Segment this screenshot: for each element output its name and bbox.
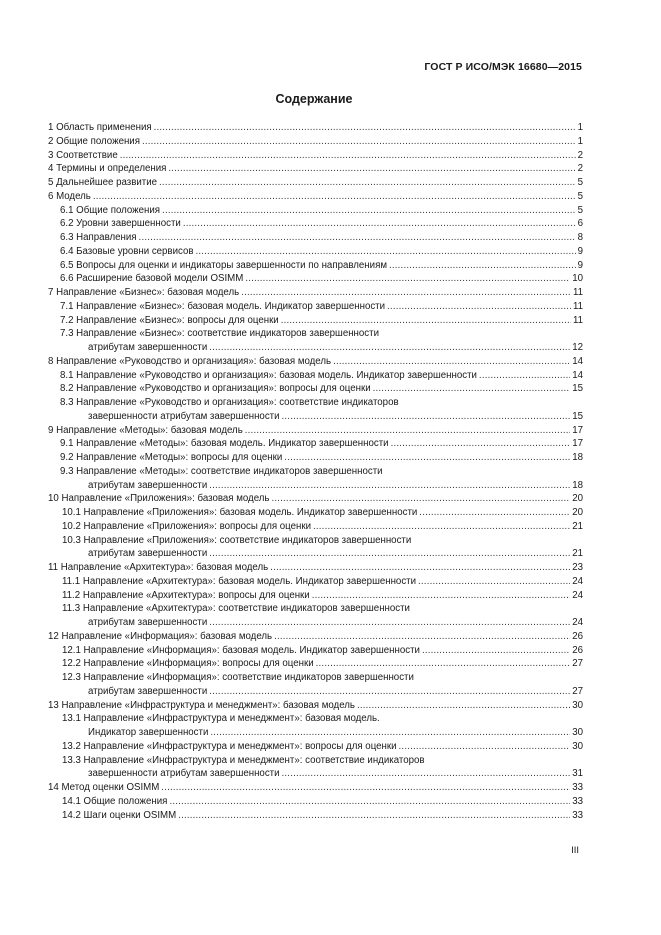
toc-entry[interactable] — [48, 809, 583, 823]
toc-entry-title: 10.2 Направление «Приложения»: вопросы для оценки — [62, 520, 311, 532]
dot-leader — [333, 355, 570, 369]
toc-entry-title: завершенности атрибутам завершенности — [88, 768, 280, 780]
toc-entry-title: Индикатор завершенности — [88, 727, 209, 738]
toc-entry-title: 4 Термины и определения — [48, 163, 167, 175]
table-of-contents — [48, 121, 583, 822]
standard-code: ГОСТ Р ИСО/МЭК 16680—2015 — [424, 61, 582, 73]
toc-page-number: 5 — [577, 177, 583, 188]
toc-entry-title: атрибутам завершенности — [88, 342, 208, 353]
dot-leader — [169, 795, 570, 809]
toc-entry-title: 9.2 Направление «Методы»: вопросы для оценки — [60, 452, 283, 463]
dot-leader — [245, 272, 570, 286]
toc-entry-title: 6 Модель — [48, 190, 91, 202]
dot-leader — [93, 190, 576, 204]
toc-page-number: 30 — [572, 727, 583, 738]
toc-entry[interactable] — [48, 204, 583, 218]
toc-entry[interactable] — [48, 272, 583, 286]
toc-entry[interactable] — [48, 162, 583, 176]
toc-page-number: 2 — [577, 149, 583, 161]
toc-entry[interactable] — [48, 492, 583, 506]
toc-page-number: 20 — [572, 493, 583, 505]
toc-entry-title: 10 Направление «Приложения»: базовая модель — [48, 493, 270, 505]
toc-entry[interactable] — [48, 355, 583, 369]
toc-entry-title: 6.1 Общие положения — [60, 204, 161, 216]
toc-entry[interactable] — [48, 314, 583, 328]
toc-entry-title: 1 Область применения — [48, 122, 152, 133]
toc-entry-title: 12.1 Направление «Информация»: базовая модель. Индикатор завершенности — [62, 644, 420, 656]
dot-leader — [399, 740, 571, 754]
dot-leader — [168, 162, 575, 176]
toc-entry-title: 12.2 Направление «Информация»: вопросы для оценки — [62, 658, 314, 670]
toc-entry-title: 8.3 Направление «Руководство и организация»: соответствие индикаторов — [60, 397, 399, 408]
toc-page-number: 1 — [577, 135, 583, 147]
toc-entry[interactable] — [48, 616, 583, 630]
toc-page-number: 33 — [572, 809, 583, 821]
toc-page-number: 14 — [572, 355, 583, 367]
toc-entry[interactable] — [48, 561, 583, 575]
toc-page-number: 26 — [572, 630, 583, 642]
toc-entry-title: 13 Направление «Инфраструктура и менеджмент»: базовая модель — [48, 699, 355, 711]
toc-entry[interactable] — [48, 341, 583, 355]
toc-entry[interactable] — [48, 726, 583, 740]
dot-leader — [418, 575, 570, 589]
toc-entry[interactable] — [48, 217, 583, 231]
dot-leader — [284, 451, 570, 465]
dot-leader — [161, 781, 570, 795]
toc-page-number: 17 — [572, 438, 583, 450]
page-title: Содержание — [275, 92, 353, 106]
toc-entry[interactable] — [48, 451, 583, 465]
dot-leader — [209, 479, 570, 493]
toc-entry[interactable] — [48, 245, 583, 259]
dot-leader — [209, 341, 570, 355]
toc-entry[interactable] — [48, 176, 583, 190]
toc-entry-title: 2 Общие положения — [48, 135, 140, 147]
toc-entry-title: 6.5 Вопросы для оценки и индикаторы завершенности по направлениям — [60, 259, 387, 271]
page-number: III — [571, 845, 579, 856]
toc-entry[interactable] — [48, 657, 583, 671]
toc-entry-title: атрибутам завершенности — [88, 479, 208, 491]
toc-entry-title: 6.3 Направления — [60, 232, 137, 243]
toc-page-number: 15 — [572, 410, 583, 422]
toc-page-number: 21 — [572, 520, 583, 532]
toc-page-number: 5 — [577, 204, 583, 216]
toc-page-number: 18 — [572, 479, 583, 491]
toc-page-number: 33 — [572, 795, 583, 807]
toc-page-number: 31 — [572, 768, 583, 780]
toc-page-number: 18 — [572, 452, 583, 463]
toc-entry-title: 6.2 Уровни завершенности — [60, 218, 181, 230]
toc-entry-title: 7 Направление «Бизнес»: базовая модель — [48, 287, 240, 298]
toc-entry[interactable] — [48, 781, 583, 795]
toc-page-number: 30 — [572, 699, 583, 711]
toc-entry-title: 5 Дальнейшее развитие — [48, 177, 158, 188]
toc-entry[interactable] — [48, 300, 583, 314]
toc-entry-title: 11 Направление «Архитектура»: базовая модель — [48, 562, 269, 573]
toc-page-number: 20 — [572, 507, 583, 518]
toc-page-number: 8 — [577, 232, 583, 243]
toc-entry-title: атрибутам завершенности — [88, 617, 208, 628]
toc-entry-title: 10.3 Направление «Приложения»: соответствие индикаторов завершенности — [62, 534, 412, 546]
dot-leader — [316, 657, 571, 671]
dot-leader — [159, 176, 576, 190]
toc-page-number: 21 — [572, 548, 583, 560]
dot-leader — [241, 286, 571, 300]
toc-entry-title: 14.2 Шаги оценки OSIMM — [62, 809, 177, 821]
toc-entry[interactable] — [48, 685, 583, 699]
toc-page-number: 23 — [572, 562, 583, 573]
toc-entry[interactable] — [48, 424, 583, 438]
toc-page-number: 10 — [572, 273, 583, 285]
toc-entry[interactable] — [48, 410, 583, 424]
toc-entry[interactable] — [48, 644, 583, 658]
dot-leader — [270, 561, 570, 575]
toc-entry-title: 7.2 Направление «Бизнес»: вопросы для оценки — [60, 314, 279, 326]
toc-entry-title: 14.1 Общие положения — [62, 795, 168, 807]
toc-entry-title: 11.1 Направление «Архитектура»: базовая модель. Индикатор завершенности — [62, 575, 417, 587]
toc-entry[interactable] — [48, 135, 583, 149]
toc-entry[interactable] — [48, 121, 583, 135]
toc-entry-title: 8.2 Направление «Руководство и организация»: вопросы для оценки — [60, 383, 371, 395]
toc-entry-title: 12 Направление «Информация»: базовая модель — [48, 630, 273, 642]
toc-entry[interactable] — [48, 369, 583, 383]
toc-page-number: 26 — [572, 644, 583, 656]
toc-entry[interactable] — [48, 479, 583, 493]
toc-page-number: 33 — [572, 782, 583, 793]
toc-page-number: 15 — [572, 383, 583, 395]
dot-leader — [209, 685, 570, 699]
toc-entry[interactable] — [48, 259, 583, 273]
dot-leader — [313, 520, 570, 534]
dot-leader — [195, 245, 575, 259]
toc-entry-title: атрибутам завершенности — [88, 548, 208, 560]
toc-page-number: 6 — [577, 218, 583, 230]
dot-leader — [154, 121, 576, 135]
dot-leader — [387, 300, 571, 314]
toc-entry-title: 11.2 Направление «Архитектура»: вопросы для оценки — [62, 589, 310, 601]
toc-entry[interactable] — [48, 699, 583, 713]
toc-entry-title: 9.1 Направление «Методы»: базовая модель. Индикатор завершенности — [60, 438, 389, 450]
dot-leader — [479, 369, 570, 383]
dot-leader — [274, 630, 570, 644]
toc-entry-title: 13.2 Направление «Инфраструктура и менеджмент»: вопросы для оценки — [62, 740, 397, 752]
toc-entry-title: 7.1 Направление «Бизнес»: базовая модель. Индикатор завершенности — [60, 300, 386, 312]
toc-page-number: 2 — [577, 163, 583, 175]
toc-entry[interactable] — [48, 382, 583, 396]
dot-leader — [357, 699, 570, 713]
toc-entry-title: 9 Направление «Методы»: базовая модель — [48, 424, 243, 436]
dot-leader — [282, 410, 571, 424]
dot-leader — [139, 231, 576, 245]
toc-entry-title: 8.1 Направление «Руководство и организация»: базовая модель. Индикатор завершенности — [60, 369, 477, 381]
toc-page-number: 24 — [572, 575, 583, 587]
dot-leader — [178, 809, 570, 823]
dot-leader — [162, 204, 576, 218]
dot-leader — [209, 547, 570, 561]
toc-page-number: 30 — [572, 740, 583, 752]
toc-page-number: 9 — [577, 259, 583, 271]
toc-entry[interactable] — [48, 149, 583, 163]
toc-entry-title: 8 Направление «Руководство и организация»: базовая модель — [48, 355, 332, 367]
toc-entry-title: 13.3 Направление «Инфраструктура и менеджмент»: соответствие индикаторов — [62, 754, 425, 766]
toc-page-number: 12 — [572, 342, 583, 353]
dot-leader — [183, 217, 576, 231]
toc-page-number: 17 — [572, 424, 583, 436]
toc-page-number: 1 — [577, 122, 583, 133]
dot-leader — [209, 616, 570, 630]
dot-leader — [120, 149, 576, 163]
toc-page-number: 27 — [572, 658, 583, 670]
toc-entry[interactable] — [48, 547, 583, 561]
toc-entry-title: 12.3 Направление «Информация»: соответствие индикаторов завершенности — [62, 672, 414, 683]
dot-leader — [282, 767, 571, 781]
toc-entry[interactable] — [48, 767, 583, 781]
toc-entry-title: атрибутам завершенности — [88, 685, 208, 697]
toc-entry[interactable] — [48, 506, 583, 520]
toc-entry-title: 13.1 Направление «Инфраструктура и менеджмент»: базовая модель. — [62, 713, 380, 725]
toc-entry-title: 9.3 Направление «Методы»: соответствие индикаторов завершенности — [60, 465, 383, 477]
toc-entry-title: 14 Метод оценки OSIMM — [48, 782, 160, 793]
dot-leader — [389, 259, 576, 273]
toc-entry[interactable] — [48, 231, 583, 245]
toc-entry-title: 6.6 Расширение базовой модели OSIMM — [60, 273, 244, 285]
dot-leader — [391, 437, 571, 451]
dot-leader — [210, 726, 570, 740]
toc-page-number: 24 — [572, 589, 583, 601]
dot-leader — [422, 644, 570, 658]
toc-page-number: 14 — [572, 369, 583, 381]
toc-entry[interactable] — [48, 575, 583, 589]
toc-page-number: 27 — [572, 685, 583, 697]
toc-page-number: 9 — [577, 245, 583, 257]
toc-page-number: 11 — [572, 287, 583, 298]
toc-entry-title: 3 Соответствие — [48, 149, 118, 161]
toc-entry[interactable] — [48, 520, 583, 534]
dot-leader — [281, 314, 571, 328]
toc-page-number: 24 — [572, 617, 583, 628]
toc-page-number: 5 — [577, 190, 583, 202]
toc-page-number: 11 — [572, 314, 583, 326]
toc-page-number: 11 — [572, 300, 583, 312]
toc-entry[interactable] — [48, 589, 583, 603]
dot-leader — [419, 506, 570, 520]
dot-leader — [271, 492, 570, 506]
toc-entry-title: завершенности атрибутам завершенности — [88, 410, 280, 422]
dot-leader — [142, 135, 576, 149]
toc-entry[interactable] — [48, 740, 583, 754]
toc-entry-title: 6.4 Базовые уровни сервисов — [60, 245, 194, 257]
toc-entry[interactable] — [48, 190, 583, 204]
dot-leader — [245, 424, 570, 438]
toc-entry-title: 11.3 Направление «Архитектура»: соответствие индикаторов завершенности — [62, 603, 410, 615]
toc-entry[interactable] — [48, 630, 583, 644]
toc-entry-title: 7.3 Направление «Бизнес»: соответствие индикаторов завершенности — [60, 328, 379, 340]
dot-leader — [373, 382, 571, 396]
dot-leader — [312, 589, 571, 603]
toc-entry[interactable] — [48, 795, 583, 809]
toc-entry[interactable] — [48, 437, 583, 451]
toc-entry-title: 10.1 Направление «Приложения»: базовая модель. Индикатор завершенности — [62, 507, 418, 518]
toc-entry[interactable] — [48, 286, 583, 300]
